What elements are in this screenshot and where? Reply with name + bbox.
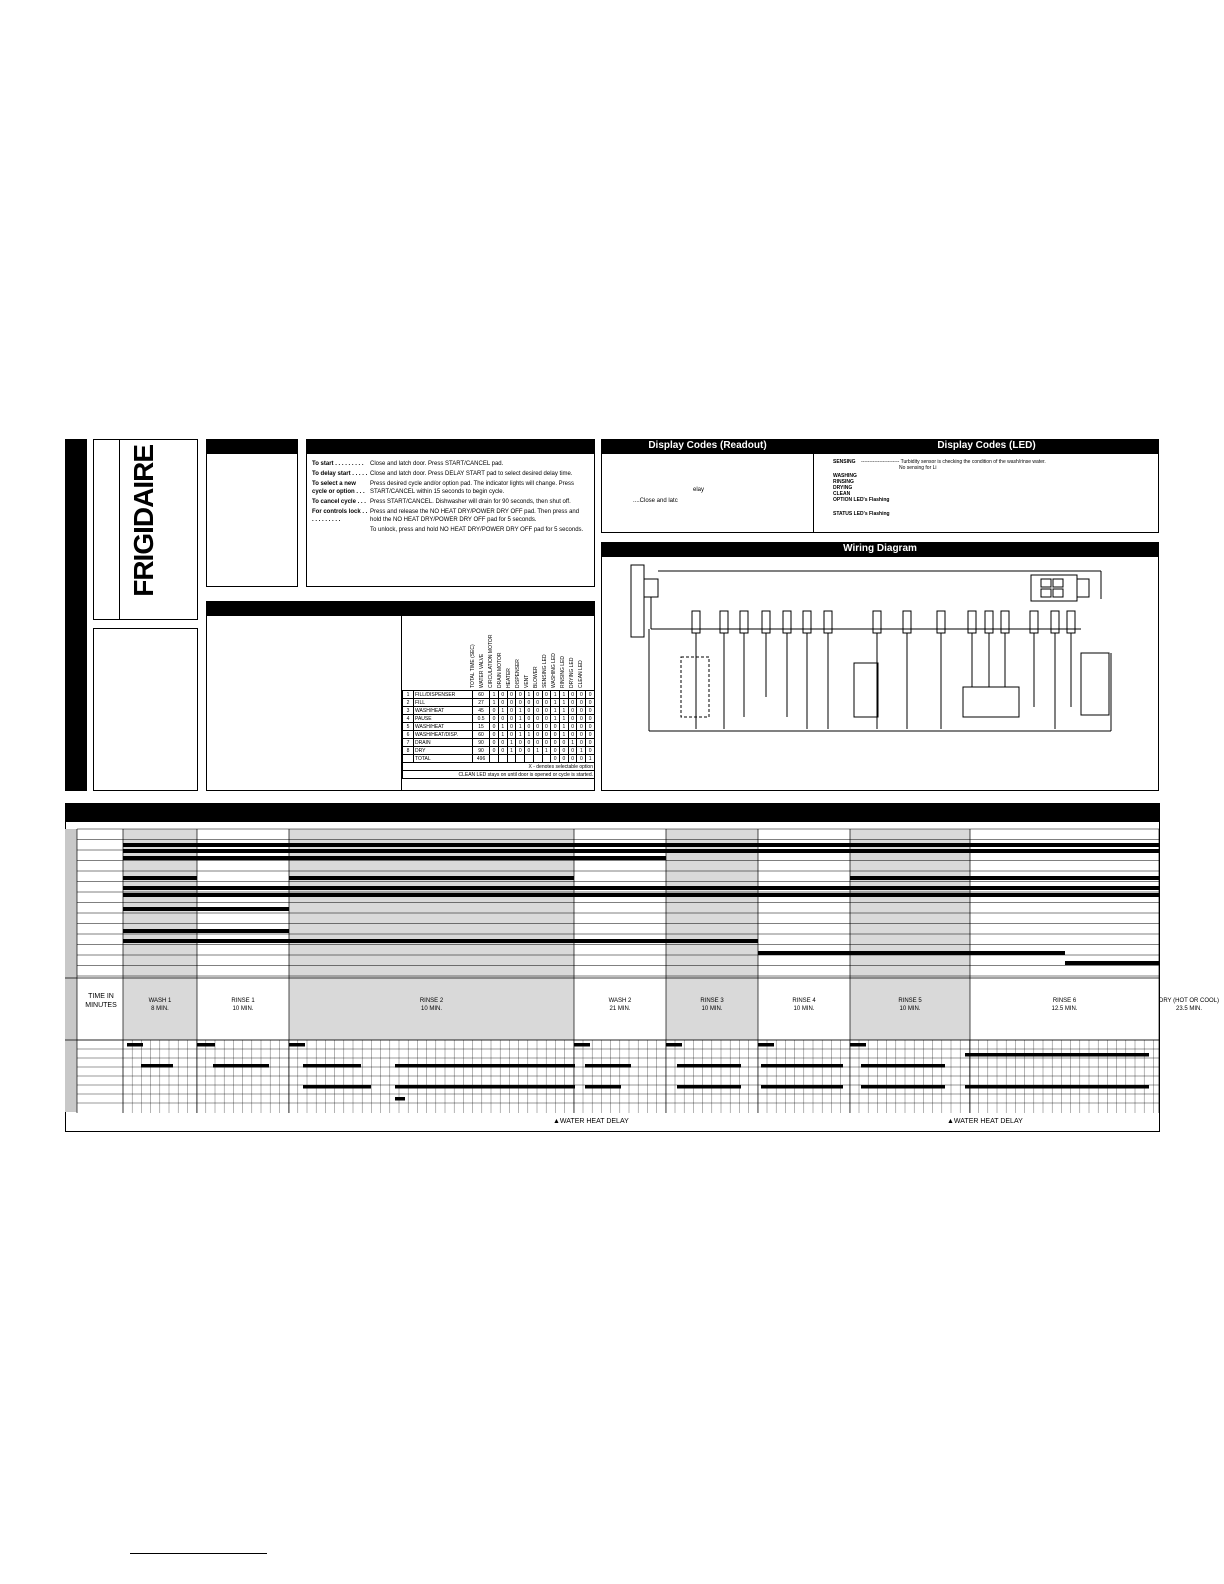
phase-duration: 10 MIN. xyxy=(899,1006,921,1012)
phase-label xyxy=(970,997,1159,1013)
step-name: FILL xyxy=(414,699,473,707)
step-value: 0 xyxy=(533,715,542,723)
step-value: 0 xyxy=(490,731,499,739)
step-value: 15 xyxy=(473,723,490,731)
col-header: RINSING LED xyxy=(560,656,566,688)
led-item: DRYING xyxy=(833,485,853,491)
phase-duration: 8 MIN. xyxy=(151,1006,169,1012)
steps-table xyxy=(402,690,595,779)
step-value: 1 xyxy=(507,747,516,755)
led-item: RINSING xyxy=(833,479,854,485)
step-value: 0 xyxy=(490,739,499,747)
step-number: 1 xyxy=(403,691,414,699)
phase-duration: 21 MIN. xyxy=(609,1006,631,1012)
instructions-header xyxy=(306,439,595,454)
step-name: PAUSE xyxy=(414,715,473,723)
phase-duration: 10 MIN. xyxy=(420,1006,442,1012)
instr-row xyxy=(312,460,592,468)
timing-bar xyxy=(585,1064,631,1068)
activity-bar xyxy=(123,939,758,943)
instr-text: Close and latch door. Press DELAY START pad to select desired delay time. xyxy=(370,471,573,477)
phase-name: RINSE 6 xyxy=(1052,998,1077,1004)
step-value: 0 xyxy=(586,699,595,707)
instr-row xyxy=(312,470,592,478)
phase-label xyxy=(666,997,758,1013)
step-value xyxy=(533,755,542,763)
step-value: 0 xyxy=(568,691,577,699)
step-name: WASH/HEAT xyxy=(414,723,473,731)
steps-left-blank xyxy=(206,616,402,791)
timing-bar xyxy=(965,1085,1149,1089)
instr-label: To cancel cycle . . . xyxy=(312,499,366,505)
readout-divider xyxy=(813,454,814,533)
step-value: 0 xyxy=(498,739,507,747)
step-value: 0 xyxy=(542,707,551,715)
step-value: 0 xyxy=(568,723,577,731)
step-value: 27 xyxy=(473,699,490,707)
wiring-header: Wiring Diagram xyxy=(601,542,1159,557)
step-value: 0 xyxy=(498,715,507,723)
steps-row xyxy=(403,723,595,731)
brand-logo-text: FRIGIDAIRE xyxy=(128,445,159,597)
timing-bar xyxy=(965,1053,1149,1057)
col-header: HEATER xyxy=(506,668,512,688)
instr-text: Press desired cycle and/or option pad. The indicator lights will change. Press START/CANCEL within 15 seconds to begin cycle. xyxy=(370,481,574,495)
step-name: DRAIN xyxy=(414,739,473,747)
activity-bar xyxy=(123,929,289,933)
blank-panel-header xyxy=(206,439,298,454)
step-value: 1 xyxy=(498,723,507,731)
step-value: 45 xyxy=(473,707,490,715)
step-value xyxy=(490,755,499,763)
step-value: 1 xyxy=(551,715,560,723)
step-value: 0 xyxy=(560,739,569,747)
step-value: 0 xyxy=(507,707,516,715)
step-value: 0 xyxy=(586,723,595,731)
step-number: 4 xyxy=(403,715,414,723)
step-value: 1 xyxy=(533,747,542,755)
step-value: 0 xyxy=(533,699,542,707)
step-value: 0 xyxy=(498,691,507,699)
step-number xyxy=(403,755,414,763)
steps-row xyxy=(403,699,595,707)
step-value: 0 xyxy=(525,715,534,723)
instr-text: To unlock, press and hold NO HEAT DRY/POWER DRY OFF pad for 5 seconds. xyxy=(370,527,584,533)
col-header: SENSING LED xyxy=(542,654,548,688)
instructions-list xyxy=(312,460,592,534)
step-value: 0 xyxy=(577,739,586,747)
step-value: 0 xyxy=(586,747,595,755)
timing-bar xyxy=(677,1064,741,1068)
step-value: 1 xyxy=(525,731,534,739)
step-value: 0 xyxy=(551,747,560,755)
step-number: 6 xyxy=(403,731,414,739)
step-value: 1 xyxy=(551,691,560,699)
step-value: 1 xyxy=(560,723,569,731)
left-black-strip xyxy=(65,439,87,791)
step-value: 1 xyxy=(551,707,560,715)
steps-row xyxy=(403,747,595,755)
step-value: 0 xyxy=(577,715,586,723)
step-value: 0 xyxy=(516,739,525,747)
step-value: 1 xyxy=(568,739,577,747)
step-value: 0 xyxy=(586,691,595,699)
instr-label: For controls lock . . . . . . . . . . . xyxy=(312,509,368,523)
step-value: 496 xyxy=(473,755,490,763)
phase-duration: 10 MIN. xyxy=(701,1006,723,1012)
steps-panel-header xyxy=(206,601,595,616)
step-value xyxy=(498,755,507,763)
instr-text: Press and release the NO HEAT DRY/POWER DRY OFF pad. Then press and hold the NO HEAT DRY/POWER DRY OFF pad for 5 seconds. xyxy=(370,509,580,523)
timing-bar xyxy=(395,1064,575,1068)
step-value: 0 xyxy=(533,707,542,715)
timing-bar xyxy=(197,1043,215,1047)
timing-bar xyxy=(861,1085,945,1089)
step-value: 0 xyxy=(542,723,551,731)
step-value: 0 xyxy=(542,715,551,723)
activity-bar xyxy=(123,907,289,911)
led-item: CLEAN xyxy=(833,491,851,497)
step-value: 0 xyxy=(560,747,569,755)
step-value: 0 xyxy=(577,699,586,707)
timing-bar xyxy=(761,1085,843,1089)
col-header: WASHING LED xyxy=(551,653,557,688)
step-value: 0 xyxy=(542,731,551,739)
sensing-text2: No sensing for Li xyxy=(899,465,937,471)
instr-label: To delay start . . . . . xyxy=(312,471,368,477)
readout-line2: ....Close and latc xyxy=(633,498,678,504)
step-value: 0 xyxy=(533,691,542,699)
led-item: STATUS LED's Flashing xyxy=(833,511,890,517)
instr-label: To select a new cycle or option . . . xyxy=(312,481,365,495)
steps-row xyxy=(403,731,595,739)
step-value: 1 xyxy=(560,691,569,699)
instr-label: To start . . . . . . . . . xyxy=(312,461,364,467)
step-value: 0 xyxy=(568,747,577,755)
step-value: 0 xyxy=(490,723,499,731)
step-value: 0 xyxy=(577,755,586,763)
step-value: 0 xyxy=(507,723,516,731)
step-value: 0 xyxy=(525,747,534,755)
col-header: CIRCULATION MOTOR xyxy=(488,634,494,688)
steps-row xyxy=(403,707,595,715)
col-header: BLOWER xyxy=(533,666,539,688)
timing-bar xyxy=(289,1043,305,1047)
step-value: 1 xyxy=(551,699,560,707)
time-label-text: TIME IN MINUTES xyxy=(85,993,117,1009)
timing-bar xyxy=(574,1043,590,1047)
water-heat-delay-note-b: ▲WATER HEAT DELAY xyxy=(947,1118,1023,1125)
timeline-grid xyxy=(65,821,1160,1132)
phase-name: WASH 2 xyxy=(608,998,632,1004)
activity-bar xyxy=(850,876,1159,880)
step-value: 0 xyxy=(568,699,577,707)
step-value xyxy=(542,755,551,763)
activity-bar xyxy=(123,849,1159,853)
step-value: 0 xyxy=(542,691,551,699)
step-number: 5 xyxy=(403,723,414,731)
led-item: WASHING xyxy=(833,473,857,479)
step-value: 90 xyxy=(473,739,490,747)
timing-bar xyxy=(127,1043,143,1047)
step-number: 3 xyxy=(403,707,414,715)
activity-bar xyxy=(1065,961,1159,965)
phase-label xyxy=(197,997,289,1013)
timing-bar xyxy=(303,1085,371,1089)
timing-bar xyxy=(861,1064,945,1068)
phase-name: RINSE 4 xyxy=(792,998,816,1004)
step-value: 1 xyxy=(586,755,595,763)
activity-bar xyxy=(123,843,1159,847)
step-number: 8 xyxy=(403,747,414,755)
timing-bar xyxy=(677,1085,741,1089)
readout-header: Display Codes (Readout) xyxy=(601,439,814,454)
step-value: 0 xyxy=(525,699,534,707)
step-value: 0 xyxy=(507,731,516,739)
step-value xyxy=(507,755,516,763)
instr-row xyxy=(312,498,592,506)
activity-bar xyxy=(123,876,197,880)
phase-name: RINSE 2 xyxy=(419,998,444,1004)
timing-bar xyxy=(303,1064,361,1068)
phase-duration: 10 MIN. xyxy=(793,1006,815,1012)
step-value xyxy=(525,755,534,763)
step-value: 1 xyxy=(560,699,569,707)
step-number: 7 xyxy=(403,739,414,747)
step-value: 0 xyxy=(533,723,542,731)
wiring-diagram xyxy=(601,557,1159,791)
instr-row xyxy=(312,508,592,524)
phase-name: RINSE 1 xyxy=(231,998,255,1004)
col-header: VENT xyxy=(524,674,530,688)
activity-bar xyxy=(289,856,574,860)
step-name: WASH/HEAT/DISP. xyxy=(414,731,473,739)
phase-name: WASH 1 xyxy=(148,998,172,1004)
step-value: 0 xyxy=(525,739,534,747)
step-value: 1 xyxy=(490,699,499,707)
steps-note: X - denotes selectable option xyxy=(403,763,595,771)
step-value: 1 xyxy=(498,707,507,715)
step-value: 1 xyxy=(507,739,516,747)
step-value: 1 xyxy=(542,747,551,755)
step-value: 1 xyxy=(516,707,525,715)
step-value: 0 xyxy=(577,731,586,739)
col-header: DRAIN MOTOR xyxy=(497,652,503,688)
step-value: 1 xyxy=(560,707,569,715)
step-value: 60 xyxy=(473,731,490,739)
steps-row xyxy=(403,691,595,699)
step-value: 0 xyxy=(490,747,499,755)
timing-bar xyxy=(758,1043,774,1047)
readout-line1: elay xyxy=(693,487,705,493)
steps-row xyxy=(403,715,595,723)
sensing-text: ----------------------- Turbidity sensor is checking the condition of the wash/rinse water. xyxy=(861,459,1046,465)
phase-label xyxy=(289,997,574,1013)
step-value: 0 xyxy=(525,707,534,715)
step-value: 0 xyxy=(516,699,525,707)
step-value: 0 xyxy=(586,739,595,747)
step-value: 1 xyxy=(516,715,525,723)
instr-row xyxy=(312,526,592,534)
step-name: WASH/HEAT xyxy=(414,707,473,715)
led-item: OPTION LED's Flashing xyxy=(833,497,890,503)
step-value: 0 xyxy=(577,707,586,715)
blank-panel xyxy=(206,439,298,587)
timing-bar xyxy=(585,1085,621,1089)
step-value: 60 xyxy=(473,691,490,699)
step-value: 1 xyxy=(516,731,525,739)
footer-link-underline xyxy=(130,1553,267,1554)
step-value: 0 xyxy=(507,691,516,699)
step-value: 0 xyxy=(560,755,569,763)
step-value: 0 xyxy=(498,699,507,707)
step-number: 2 xyxy=(403,699,414,707)
steps-row xyxy=(403,739,595,747)
step-value: 1 xyxy=(516,723,525,731)
step-value: 0 xyxy=(490,715,499,723)
step-value: 0 xyxy=(568,707,577,715)
step-value: 0 xyxy=(533,731,542,739)
step-value: 0 xyxy=(568,715,577,723)
phase-label xyxy=(850,997,970,1013)
step-name: FILL/DISPENSER xyxy=(414,691,473,699)
phase-label xyxy=(1159,997,1219,1013)
activity-bar xyxy=(289,876,574,880)
time-label xyxy=(79,992,123,1010)
step-name: TOTAL xyxy=(414,755,473,763)
water-heat-delay-note-a: ▲WATER HEAT DELAY xyxy=(553,1118,629,1125)
phase-duration: 12.5 MIN. xyxy=(1051,1006,1078,1012)
phase-name: RINSE 3 xyxy=(700,998,724,1004)
step-value: 90 xyxy=(473,747,490,755)
timeline-header-bar xyxy=(65,803,1160,821)
activity-bar xyxy=(123,886,1159,890)
led-header: Display Codes (LED) xyxy=(814,439,1159,454)
step-value xyxy=(516,755,525,763)
steps-col-headers xyxy=(470,620,595,688)
step-value: 0 xyxy=(507,699,516,707)
sensing-label: SENSING xyxy=(833,459,856,465)
step-value: 1 xyxy=(560,715,569,723)
timing-bar xyxy=(666,1043,682,1047)
col-header: DISPENSER xyxy=(515,659,521,688)
step-value: 1 xyxy=(560,731,569,739)
col-header: CLEAN LED xyxy=(578,660,584,688)
step-value: 0 xyxy=(577,691,586,699)
step-value: 0 xyxy=(533,739,542,747)
timing-bar xyxy=(395,1085,575,1089)
timing-bar xyxy=(213,1064,269,1068)
step-value: 1 xyxy=(498,731,507,739)
phase-duration: 23.5 MIN. xyxy=(1176,1006,1203,1012)
step-value: 0 xyxy=(507,715,516,723)
phase-name: DRY (HOT OR COOL) xyxy=(1159,998,1220,1004)
timing-bar xyxy=(141,1064,173,1068)
activity-bar xyxy=(758,951,1065,955)
activity-bar xyxy=(123,893,1159,897)
step-value: 0 xyxy=(568,755,577,763)
instr-row xyxy=(312,480,592,496)
led-codes xyxy=(833,459,1153,517)
step-value: 0 xyxy=(551,731,560,739)
step-value: 0.5 xyxy=(473,715,490,723)
left-lower-box xyxy=(93,628,198,791)
timing-bar xyxy=(850,1043,866,1047)
col-header: WATER VALVE xyxy=(479,653,485,688)
col-header: DRYING LED xyxy=(569,657,575,688)
step-value: 1 xyxy=(525,691,534,699)
phase-duration: 10 MIN. xyxy=(232,1006,254,1012)
step-value: 0 xyxy=(516,747,525,755)
step-value: 0 xyxy=(516,691,525,699)
timing-bar xyxy=(761,1064,843,1068)
instr-label xyxy=(312,526,370,534)
step-value: 0 xyxy=(568,731,577,739)
step-value: 0 xyxy=(542,699,551,707)
steps-row xyxy=(403,755,595,763)
brand-logo xyxy=(125,445,161,615)
col-header: TOTAL TIME (SEC) xyxy=(470,644,476,688)
step-value: 0 xyxy=(490,707,499,715)
step-value: 0 xyxy=(586,715,595,723)
phase-label xyxy=(574,997,666,1013)
instr-text: Close and latch door. Press START/CANCEL pad. xyxy=(370,461,504,467)
phase-name: RINSE 5 xyxy=(898,998,922,1004)
step-value: 0 xyxy=(551,755,560,763)
step-name: DRY xyxy=(414,747,473,755)
phase-label xyxy=(758,997,850,1013)
step-value: 1 xyxy=(490,691,499,699)
step-value: 0 xyxy=(542,739,551,747)
step-value: 1 xyxy=(577,747,586,755)
step-value: 0 xyxy=(551,739,560,747)
step-value: 0 xyxy=(551,723,560,731)
step-value: 0 xyxy=(498,747,507,755)
step-value: 0 xyxy=(586,731,595,739)
step-value: 0 xyxy=(577,723,586,731)
instr-text: Press START/CANCEL. Dishwasher will drain for 90 seconds, then shut off. xyxy=(370,499,571,505)
step-value: 0 xyxy=(586,707,595,715)
phase-label xyxy=(123,997,197,1013)
timing-bar xyxy=(395,1097,405,1101)
step-value: 0 xyxy=(525,723,534,731)
steps-note: CLEAN LED stays on until door is opened or cycle is started. xyxy=(403,771,595,779)
